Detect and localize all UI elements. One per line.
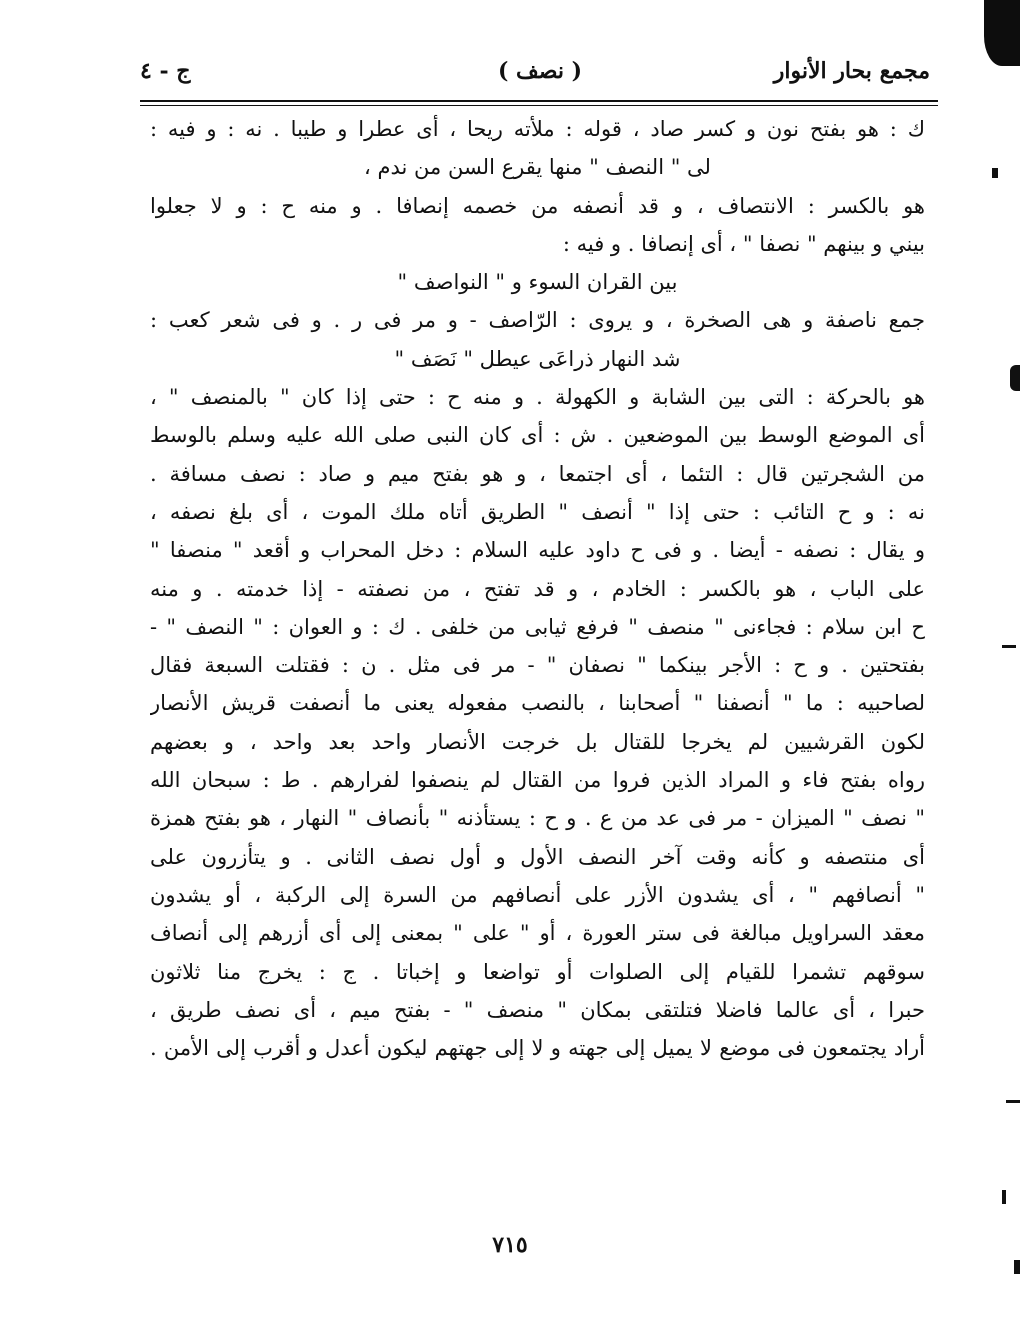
text-line: أى الموضع الوسط بين الموضعين . ش : أى كان النبى صلى الله عليه وسلم بالوسط — [150, 423, 925, 448]
text-line: لى " النصف " منها يقرع السن من ندم ، — [364, 155, 711, 180]
volume-number: ج - ٤ — [140, 58, 191, 84]
margin-mark — [1002, 645, 1016, 648]
text-line: أراد يجتمعون فى موضع لا يميل إلى جهته و لا إلى جهتهم ليكون أعدل و أقرب إلى الأمن . — [150, 1036, 925, 1061]
header-rule-thick — [140, 100, 938, 102]
text-line: سوقهم تشمرا للقيام إلى الصلوات أو تواضعا و إخباتا . ج : يخرج منا ثلاثون — [150, 959, 925, 984]
text-line: لصاحبيه : ما " أنصفنا " أصحابنا ، بالنصب مفعوله يعنى ما أنصفت قريش الأنصار — [150, 691, 925, 716]
text-line: رواه بفتح فاء و المراد الذين فروا من القتال لم ينصفوا لفرارهم . ط : سبحان الله — [150, 768, 925, 793]
text-line: حبرا ، أى عالما فاضلا فتلتقى بمكان " منصف " - بفتح ميم ، أى نصف طريق ، — [150, 997, 925, 1022]
text-line: هو بالكسر : الانتصاف ، و قد أنصفه من خصمه إنصافا . و منه ح : و لا جعلوا — [150, 193, 925, 218]
page-number: ٧١٥ — [492, 1232, 528, 1258]
margin-mark — [992, 168, 998, 178]
text-line: بيني و بينهم " نصفا " ، أى إنصافا . و فيه : — [562, 231, 925, 256]
text-line: أى منتصفه و كأنه وقت آخر النصف الأول و أول نصف الثانى . و يتأزرون على — [150, 844, 925, 869]
margin-mark — [1014, 1260, 1020, 1274]
entry-body — [150, 110, 925, 1067]
text-line: ح ابن سلام : فجاءنى " منصف " فرفع ثيابى من خلفى . ك : و العوان : " النصف " - — [150, 614, 925, 639]
scan-corner-damage — [984, 0, 1020, 66]
text-line: شد النهار ذراعَى عيطل " نَصَف " — [394, 346, 681, 371]
text-line: بين القران السوء و " النواصف " — [397, 270, 678, 295]
text-line: هو بالحركة : التى بين الشابة و الكهولة . و منه ح : حتى إذا كان " بالمنصف " ، — [150, 385, 925, 410]
margin-mark — [1006, 1100, 1020, 1103]
text-line: على الباب ، هو بالكسر : الخادم ، و قد تفتح ، من نصفته - إذا خدمته . و منه — [150, 576, 925, 601]
text-line: " أنصافهم " ، أى يشدون الأزر على أنصافهم من السرة إلى الركبة ، أو يشدون — [150, 882, 925, 907]
margin-mark — [1002, 1190, 1006, 1204]
margin-mark — [1010, 365, 1020, 391]
text-line: نه : و ح التائب : حتى إذا " أنصف " الطريق أتاه ملك الموت ، أى بلغ نصفه ، — [150, 499, 925, 524]
text-line: من الشجرتين قال : التئما ، أى اجتمعا ، و هو بفتح ميم و صاد : نصف مسافة . — [150, 461, 925, 486]
text-line: جمع ناصفة و هى الصخرة ، و يروى : الرّاصف - و مر فى ر . و فى شعر كعب : — [150, 308, 925, 333]
header-rule-thin — [140, 105, 938, 106]
book-title: مجمع بحار الأنوار — [773, 58, 930, 84]
text-line: لكون القرشيين لم يخرجا للقتال بل خرجت الأنصار واحد بعد واحد ، و بعضهم — [150, 729, 925, 754]
text-line: ك : هو بفتح نون و كسر صاد ، قوله : ملأته ريحا ، أى عطرا و طيبا . نه : و فيه : — [150, 117, 925, 141]
text-line: بفتحتين . و ح : الأجر بينكما " نصفان " - مر فى مثل . ن : فقتلت السبعة فقال — [150, 653, 925, 678]
text-line: معقد السراويل مبالغة فى ستر العورة ، أو " على " بمعنى إلى أى أزرهم إلى أنصاف — [150, 921, 925, 946]
text-line: و يقال : نصفه - أيضا . و فى ح داود عليه السلام : دخل المحراب و أقعد " منصفا " — [150, 538, 925, 563]
text-line: " نصف " الميزان - مر فى عد من ع . و ح : يستأذنه " بأنصاف " النهار ، هو بفتح همزة — [150, 806, 925, 831]
entry-heading: ( نصف ) — [497, 58, 583, 84]
running-header — [140, 52, 940, 96]
